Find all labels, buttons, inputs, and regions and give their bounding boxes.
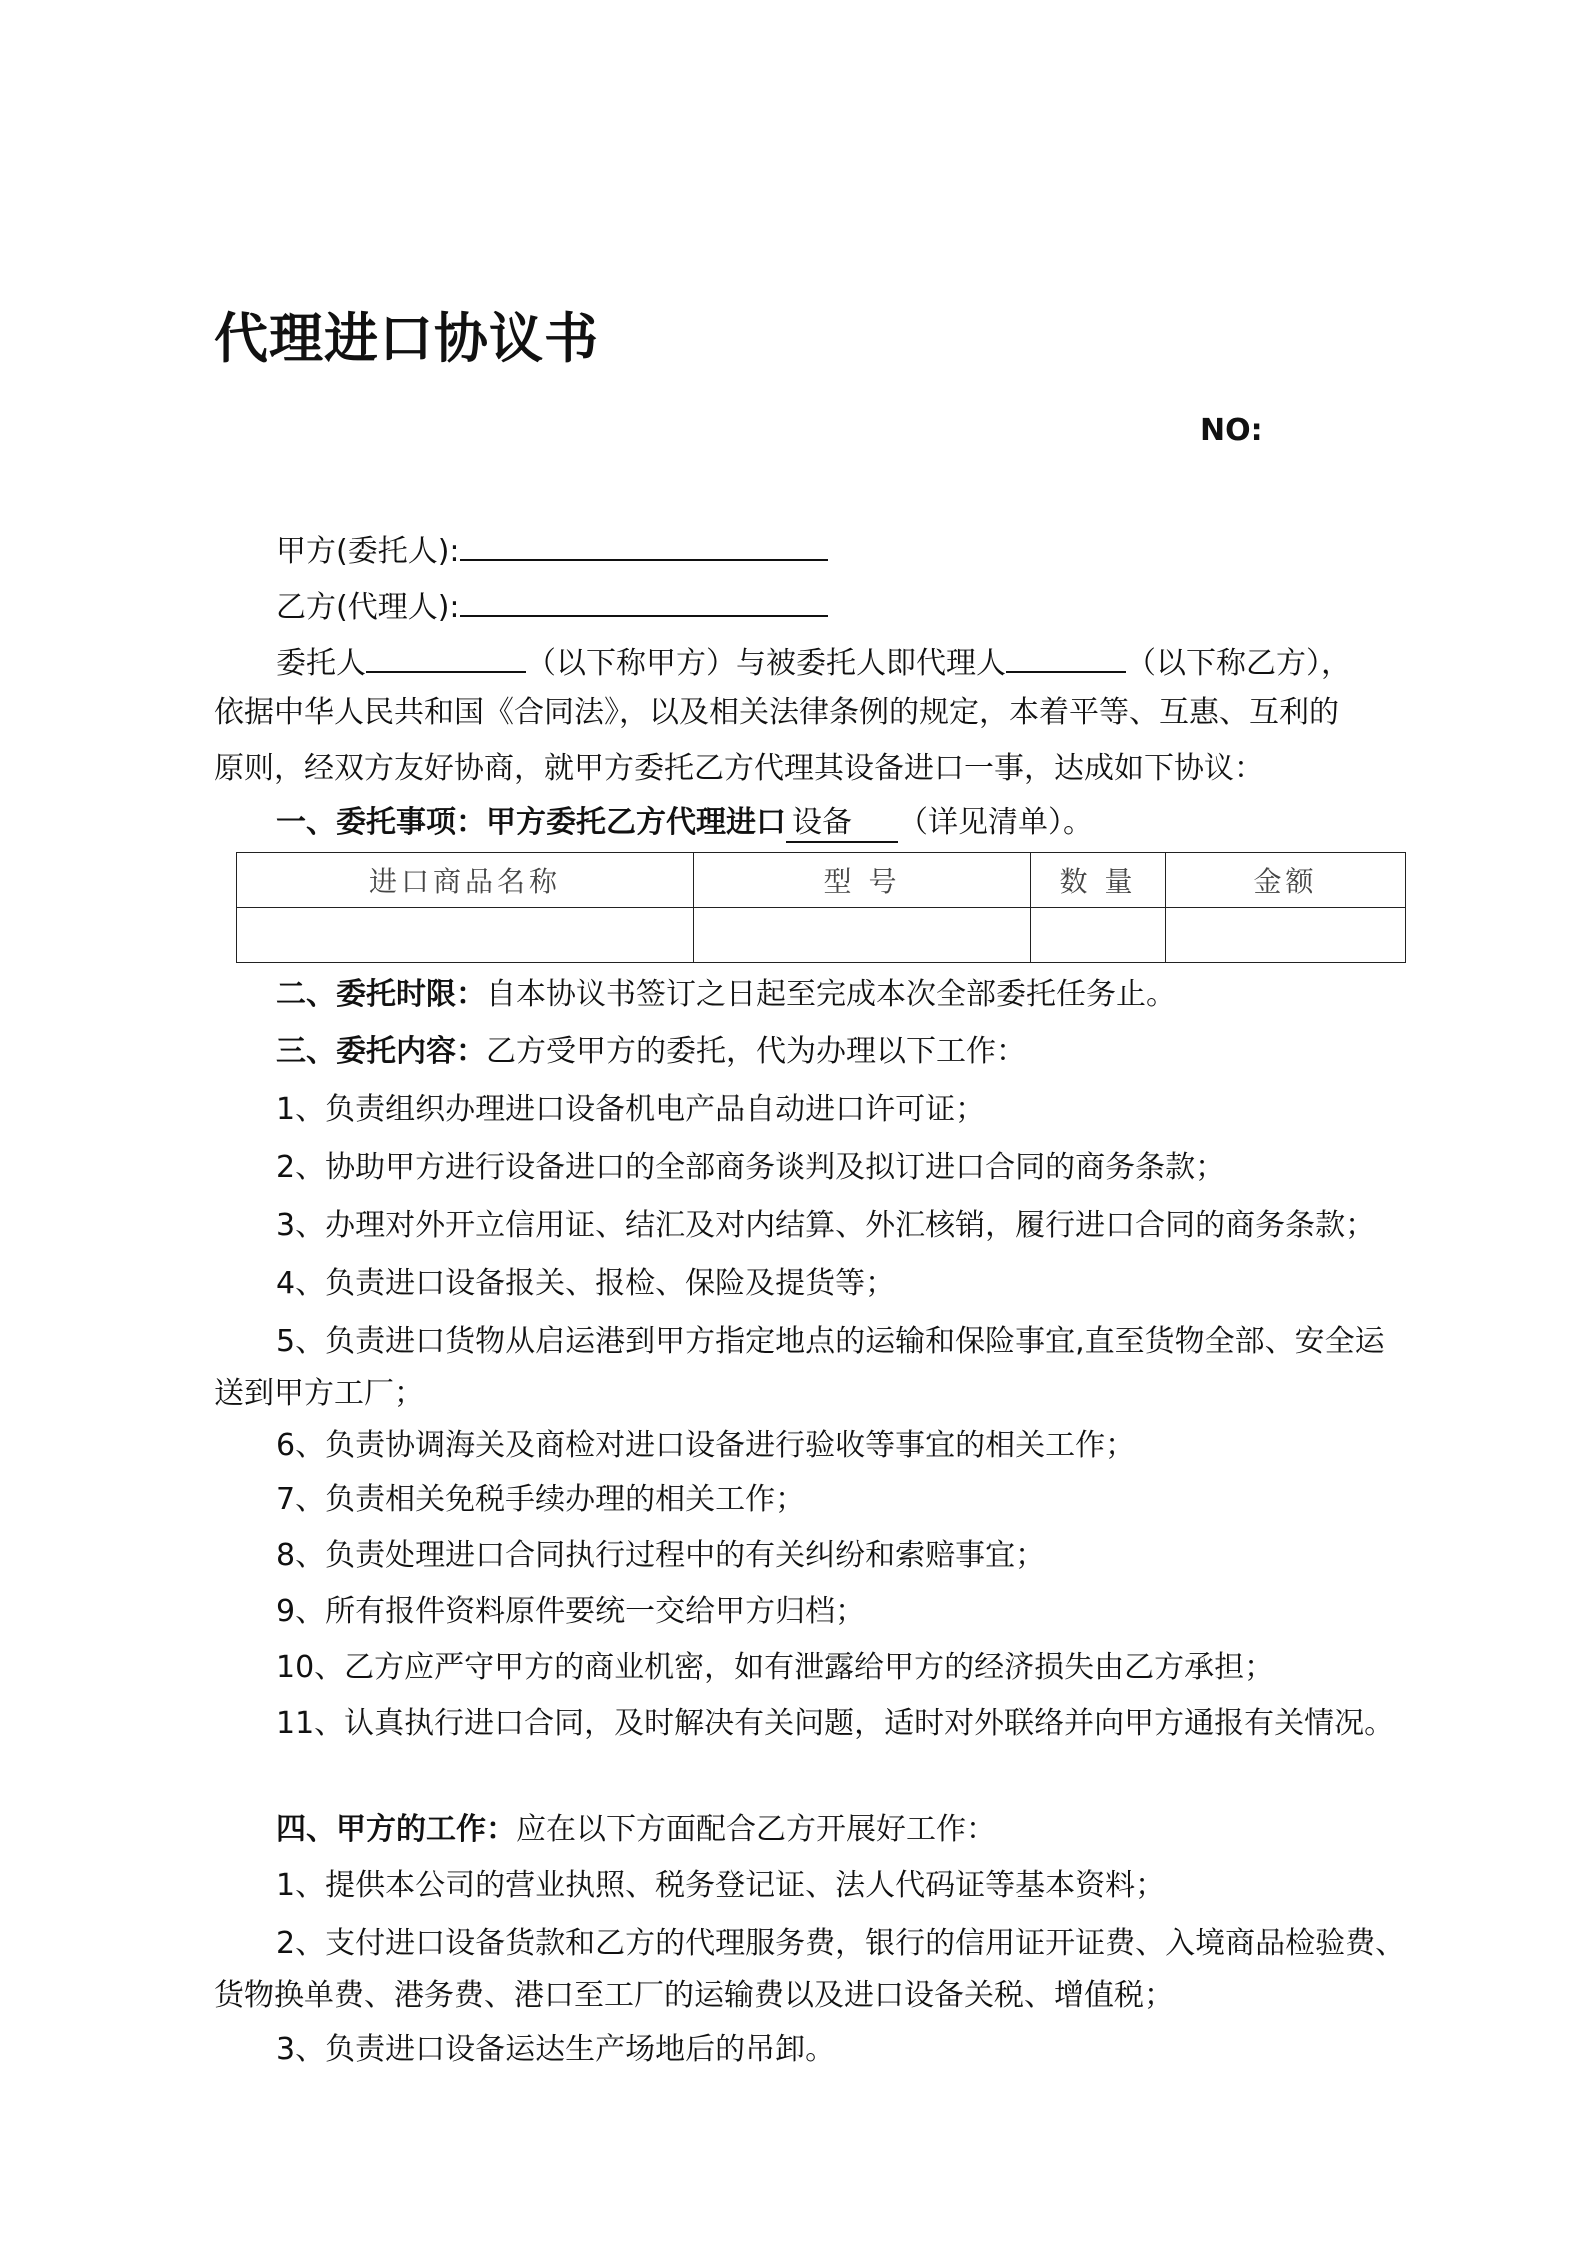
cell-model (694, 908, 1031, 963)
list-item: 2、协助甲方进行设备进口的全部商务谈判及拟订进口合同的商务条款； (276, 1150, 1226, 1185)
party-a-blank (460, 525, 828, 561)
party-b-blank (460, 581, 828, 617)
section-2-heading: 二、委托时限： (276, 977, 486, 1012)
list-item: 2、支付进口设备货款和乙方的代理服务费，银行的信用证开证费、入境商品检验费、货物换单费、港务费、港口至工厂的运输费以及进口设备关税、增值税； (214, 1926, 1406, 2013)
party-b-line (214, 581, 1410, 628)
party-a-line (214, 525, 1410, 572)
header-amount: 金额 (1166, 853, 1406, 908)
header-quantity: 数 量 (1031, 853, 1166, 908)
party-a-label: 甲方(委托人): (276, 534, 460, 569)
intro-line-2: 依据中华人民共和国《合同法》，以及相关法律条例的规定，本着平等、互惠、互利的 (214, 695, 1339, 730)
section-3-heading: 三、委托内容： (276, 1034, 486, 1069)
intro-line-1 (214, 637, 1410, 684)
principal-blank (366, 637, 526, 673)
header-goods-name: 进口商品名称 (237, 853, 694, 908)
list-item: 3、办理对外开立信用证、结汇及对内结算、外汇核销，履行进口合同的商务条款； (276, 1208, 1376, 1243)
section-4-heading: 四、甲方的工作： (276, 1812, 516, 1847)
table-row (237, 908, 1406, 963)
list-item: 8、负责处理进口合同执行过程中的有关纠纷和索赔事宜； (276, 1538, 1046, 1573)
section-2-text: 自本协议书签订之日起至完成本次全部委托任务止。 (486, 977, 1176, 1012)
section-3-text: 乙方受甲方的委托，代为办理以下工作： (486, 1034, 1026, 1069)
section-1 (214, 803, 1410, 843)
list-item: 4、负责进口设备报关、报检、保险及提货等； (276, 1266, 896, 1301)
goods-table (236, 852, 1406, 963)
section-2 (214, 975, 1410, 1015)
cell-goods-name (237, 908, 694, 963)
section-4-text: 应在以下方面配合乙方开展好工作： (516, 1812, 996, 1847)
document-title: 代理进口协议书 (214, 307, 599, 370)
agent-blank (1006, 637, 1126, 673)
party-b-label: 乙方(代理人): (276, 590, 460, 625)
header-model: 型 号 (694, 853, 1031, 908)
cell-amount (1166, 908, 1406, 963)
list-item: 5、负责进口货物从启运港到甲方指定地点的运输和保险事宜,直至货物全部、安全运送到甲方工厂； (214, 1324, 1385, 1411)
document-number-label: NO: (1200, 413, 1263, 448)
section-1-suffix: （详见清单）。 (898, 805, 1093, 840)
list-item: 11、认真执行进口合同，及时解决有关问题，适时对外联络并向甲方通报有关情况。 (276, 1706, 1395, 1741)
list-item: 7、负责相关免税手续办理的相关工作； (276, 1482, 806, 1517)
section-1-heading: 一、委托事项： (276, 805, 486, 840)
list-item: 1、提供本公司的营业执照、税务登记证、法人代码证等基本资料； (276, 1868, 1166, 1903)
intro-line-3: 原则，经双方友好协商，就甲方委托乙方代理其设备进口一事，达成如下协议： (214, 751, 1264, 786)
list-item: 1、负责组织办理进口设备机电产品自动进口许可证； (276, 1092, 986, 1127)
import-item-fill: 设备 (786, 805, 898, 843)
intro-text-1: 委托人 (276, 646, 366, 681)
section-4 (214, 1810, 1410, 1850)
list-item: 10、乙方应严守甲方的商业机密，如有泄露给甲方的经济损失由乙方承担； (276, 1650, 1275, 1685)
list-item: 3、负责进口设备运达生产场地后的吊卸。 (276, 2032, 836, 2067)
section-1-text: 甲方委托乙方代理进口 (486, 805, 786, 840)
intro-text-3: （以下称乙方）， (1126, 646, 1351, 681)
cell-quantity (1031, 908, 1166, 963)
list-item: 9、所有报件资料原件要统一交给甲方归档； (276, 1594, 866, 1629)
intro-text-2: （以下称甲方）与被委托人即代理人 (526, 646, 1006, 681)
list-item: 6、负责协调海关及商检对进口设备进行验收等事宜的相关工作； (276, 1428, 1136, 1463)
section-3 (214, 1032, 1410, 1072)
table-header-row (237, 853, 1406, 908)
